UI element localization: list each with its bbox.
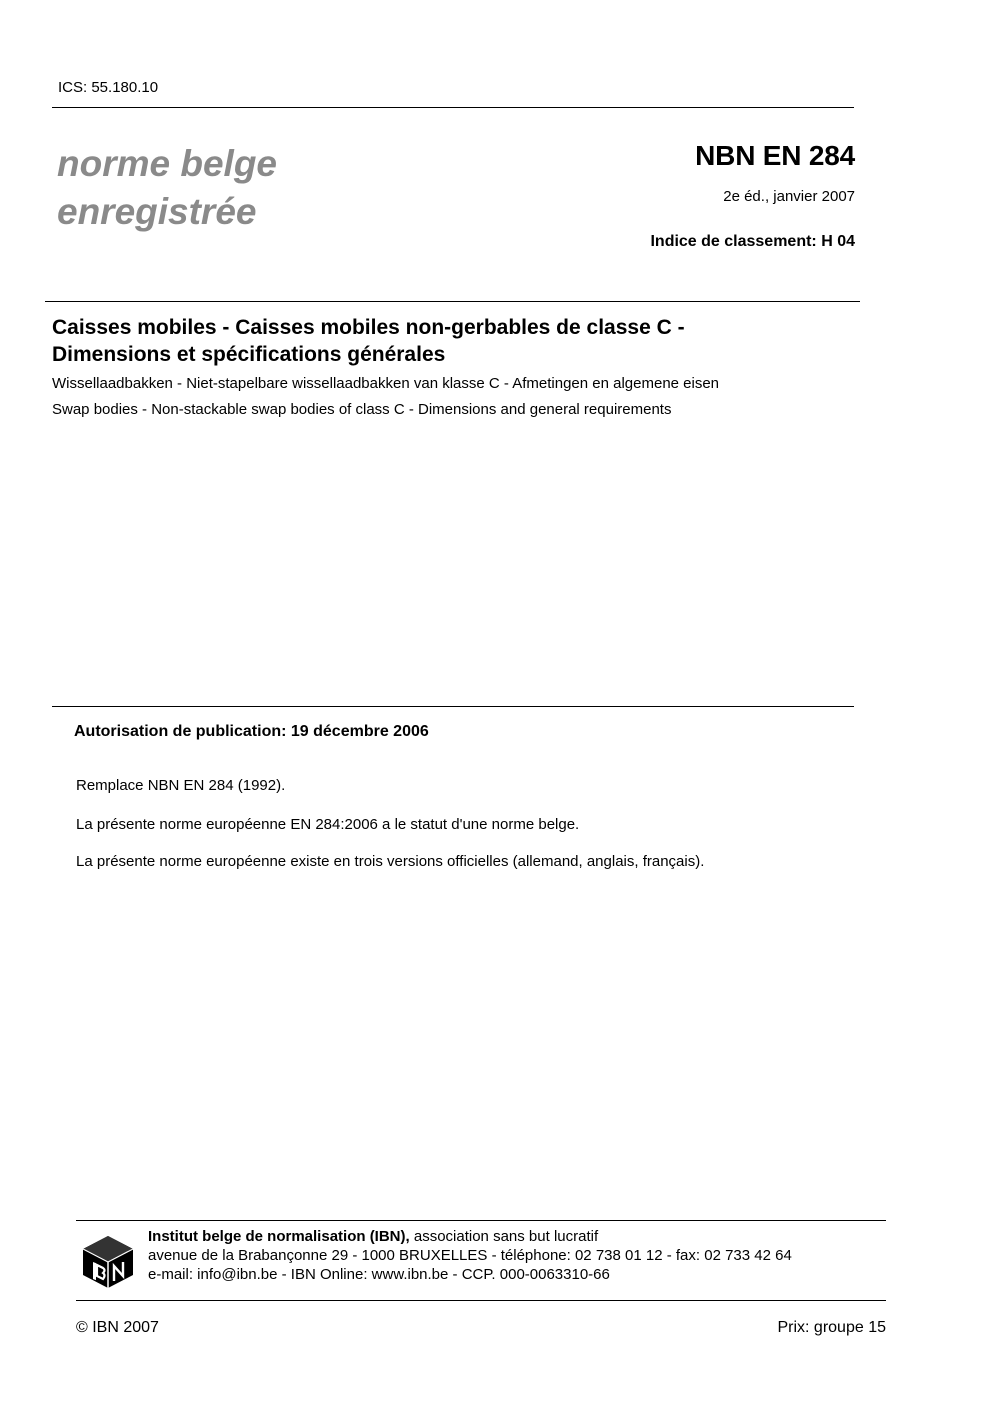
replaces-note: Remplace NBN EN 284 (1992). (76, 777, 286, 794)
publication-authorisation: Autorisation de publication: 19 décembre 2006 (74, 723, 429, 740)
classification-index: Indice de classement: H 04 (650, 233, 855, 250)
institute-name: Institut belge de normalisation (IBN), (148, 1228, 410, 1245)
institute-contact: e-mail: info@ibn.be - IBN Online: www.ibn.be - CCP. 000-0063310-66 (148, 1266, 610, 1283)
versions-note: La présente norme européenne existe en trois versions officielles (allemand, anglais, français). (76, 853, 705, 870)
divider-title (45, 301, 860, 302)
title-french (52, 314, 852, 368)
standard-number: NBN EN 284 (695, 140, 855, 171)
institute-address: avenue de la Brabançonne 29 - 1000 BRUXELLES - téléphone: 02 738 01 12 - fax: 02 733 42 64 (148, 1247, 792, 1264)
divider-top (52, 107, 854, 108)
title-french-line-1: Caisses mobiles - Caisses mobiles non-gerbables de classe C - (52, 316, 685, 339)
divider-footer-top (76, 1220, 886, 1221)
ics-code: ICS: 55.180.10 (58, 79, 159, 96)
institute-type: association sans but lucratif (409, 1228, 599, 1245)
title-dutch: Wissellaadbakken - Niet-stapelbare wissellaadbakken van klasse C - Afmetingen en algemene eisen (52, 375, 720, 392)
ibn-logo-icon (82, 1235, 134, 1289)
brand-line-2: enregistrée (57, 191, 257, 232)
brand-line-1: norme belge (57, 143, 277, 184)
copyright: © IBN 2007 (76, 1319, 159, 1336)
brand-label (57, 140, 397, 236)
divider-footer-bottom (76, 1300, 886, 1301)
divider-middle (52, 706, 854, 707)
price-group: Prix: groupe 15 (777, 1319, 886, 1336)
institute-line (148, 1228, 598, 1245)
title-french-line-2: Dimensions et spécifications générales (52, 343, 446, 366)
title-english: Swap bodies - Non-stackable swap bodies of class C - Dimensions and general requirements (52, 401, 672, 418)
edition-date: 2e éd., janvier 2007 (723, 188, 855, 205)
status-note: La présente norme européenne EN 284:2006 a le statut d'une norme belge. (76, 816, 580, 833)
